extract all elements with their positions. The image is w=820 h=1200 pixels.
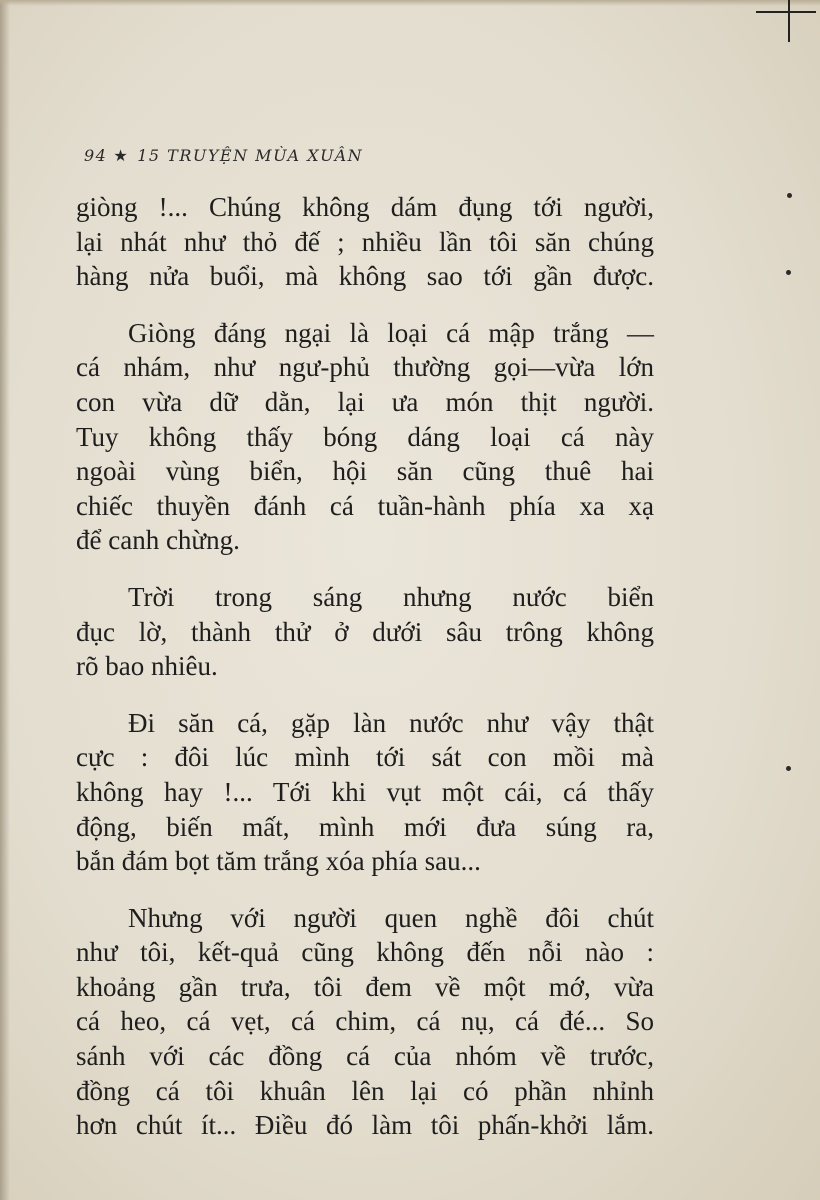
text-line: hàng nửa buổi, mà không sao tới gần được.	[76, 261, 654, 292]
text-line: khoảng gần trưa, tôi đem về một mớ, vừa	[76, 971, 654, 1002]
book-title: 15 TRUYỆN MÙA XUÂN	[137, 146, 364, 165]
text-line: lại nhát như thỏ đế ; nhiều lần tôi săn chúng	[76, 226, 654, 257]
text-line: đồng cá tôi khuân lên lại có phần nhỉnh	[76, 1075, 654, 1106]
star-separator-icon: ★	[113, 146, 130, 165]
paragraph	[76, 901, 654, 1143]
text-line: Tuy không thấy bóng dáng loại cá này	[76, 421, 654, 452]
page-top-edge	[0, 0, 820, 6]
text-line: chiếc thuyền đánh cá tuần-hành phía xa xạ	[76, 490, 654, 521]
page-left-shadow	[0, 0, 10, 1200]
paragraph	[76, 580, 654, 684]
text-line: sánh với các đồng cá của nhóm về trước,	[76, 1041, 654, 1072]
text-line: giòng !... Chúng không dám đụng tới người,	[76, 192, 654, 222]
crop-mark-horizontal	[756, 11, 816, 13]
text-line: cá heo, cá vẹt, cá chim, cá nụ, cá đé... So	[76, 1006, 654, 1037]
page-number: 94	[84, 146, 108, 165]
text-line: rõ bao nhiêu.	[76, 651, 218, 682]
text-line: hơn chút ít... Điều đó làm tôi phấn-khởi lắm.	[76, 1110, 654, 1141]
paragraph	[76, 706, 654, 879]
text-line: ngoài vùng biển, hội săn cũng thuê hai	[76, 456, 654, 487]
margin-dot	[786, 766, 791, 771]
body-text	[76, 190, 654, 1165]
text-line: như tôi, kết-quả cũng không đến nỗi nào :	[76, 937, 654, 968]
text-line: bắn đám bọt tăm trắng xóa phía sau...	[76, 846, 481, 877]
text-line: Trời trong sáng nhưng nước biển	[128, 581, 654, 612]
text-line: đục lờ, thành thử ở dưới sâu trông không	[76, 616, 654, 647]
paragraph	[76, 316, 654, 558]
text-line: Nhưng với người quen nghề đôi chút	[128, 902, 654, 933]
text-line: không hay !... Tới khi vụt một cái, cá thấy	[76, 776, 654, 807]
paragraph	[76, 190, 654, 294]
crop-mark-vertical	[788, 0, 790, 42]
text-line: con vừa dữ dằn, lại ưa món thịt người.	[76, 386, 654, 417]
text-line: Đi săn cá, gặp làn nước như vậy thật	[128, 707, 654, 738]
text-line: động, biến mất, mình mới đưa súng ra,	[76, 811, 654, 842]
text-line: Giòng đáng ngại là loại cá mập trắng —	[128, 317, 654, 348]
text-line: để canh chừng.	[76, 525, 240, 556]
margin-dot	[787, 193, 792, 198]
text-line: cá nhám, như ngư-phủ thường gọi—vừa lớn	[76, 352, 654, 383]
margin-dot	[786, 270, 791, 275]
text-line: cực : đôi lúc mình tới sát con mồi mà	[76, 742, 654, 773]
running-header	[84, 146, 363, 165]
